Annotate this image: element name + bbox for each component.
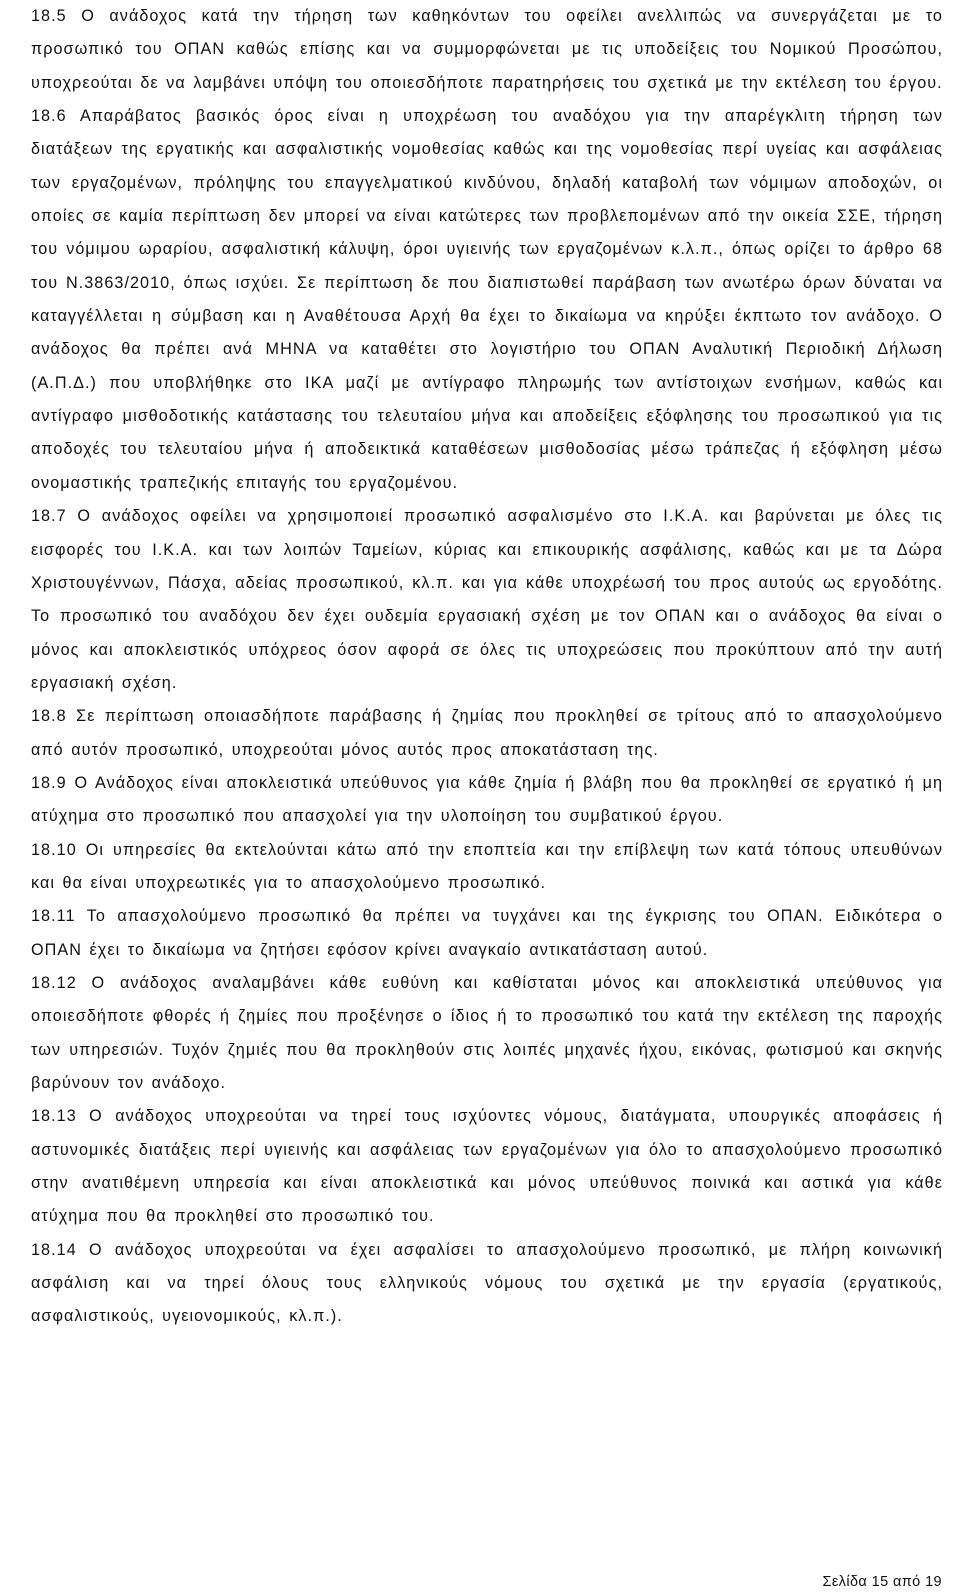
paragraph-18-6: 18.6 Απαράβατος βασικός όρος είναι η υποχρέωση του αναδόχου για την απαρέγκλιτη τήρηση των διατάξεων της εργατικής και ασφαλιστικής νομοθεσίας καθώς και της νομοθεσίας περί υγείας και ασφάλειας των εργαζομένων, πρόληψης του επαγγελματικού κινδύνου, δηλαδή καταβολή των νόμιμων αποδοχών, οι οποίες σε καμία περίπτωση δεν μπορεί να είναι κατώτερες των προβλεπομένων από την οικεία ΣΣΕ, τήρηση του νόμιμου ωραρίου, ασφαλιστική κάλυψη, όροι υγιεινής των εργαζομένων κ.λ.π., όπως ορίζει το άρθρο 68 του Ν.3863/2010, όπως ισχύει. Σε περίπτωση δε που διαπιστωθεί παράβαση των ανωτέρω όρων δύναται να καταγγέλλεται η σύμβαση και η Αναθέτουσα Αρχή θα έχει το δικαίωμα να κηρύξει έκπτωτο τον ανάδοχο. Ο ανάδοχος θα πρέπει ανά ΜΗΝΑ να καταθέτει στο λογιστήριο του ΟΠΑΝ Αναλυτική Περιοδική Δήλωση (Α.Π.Δ.) που υποβλήθηκε στο ΙΚΑ μαζί με αντίγραφο πληρωμής των αντίστοιχων ενσήμων, καθώς και αντίγραφο μισθοδοτικής κατάστασης του τελευταίου μήνα και αποδείξεις εξόφλησης του προσωπικού για τις αποδοχές του τελευταίου μήνα ή αποδεικτικά καταθέσεων μισθοδοσίας μέσω τράπεζας ή εξόφληση μέσω ονομαστικής τραπεζικής επιταγής του εργαζομένου. [31, 107, 943, 492]
document-body [31, 0, 943, 1334]
page-number: Σελίδα 15 από 19 [822, 1574, 942, 1590]
paragraph-18-9: 18.9 Ο Ανάδοχος είναι αποκλειστικά υπεύθυνος για κάθε ζημία ή βλάβη που θα προκληθεί σε εργατικό ή μη ατύχημα στο προσωπικό που απασχολεί για την υλοποίηση του συμβατικού έργου. [31, 773, 943, 826]
paragraph-18-11: 18.11 Το απασχολούμενο προσωπικό θα πρέπει να τυγχάνει και της έγκρισης του ΟΠΑΝ. Ειδικότερα ο ΟΠΑΝ έχει το δικαίωμα να ζητήσει εφόσον κρίνει αναγκαίο αντικατάσταση αυτού. [31, 907, 943, 959]
paragraph-18-10: 18.10 Οι υπηρεσίες θα εκτελούνται κάτω από την εποπτεία και την επίβλεψη των κατά τόπους υπευθύνων και θα είναι υποχρεωτικές για το απασχολούμενο προσωπικό. [31, 840, 943, 892]
paragraph-18-14: 18.14 Ο ανάδοχος υποχρεούται να έχει ασφαλίσει το απασχολούμενο προσωπικό, με πλήρη κοινωνική ασφάλιση και να τηρεί όλους τους ελληνικούς νόμους του σχετικά με την εργασία (εργατικούς, ασφαλιστικούς, υγειονομικούς, κλ.π.). [31, 1240, 943, 1326]
paragraph-18-5: 18.5 Ο ανάδοχος κατά την τήρηση των καθηκόντων του οφείλει ανελλιπώς να συνεργάζεται με το προσωπικό του ΟΠΑΝ καθώς επίσης και να συμμορφώνεται με τις υποδείξεις του Νομικού Προσώπου, υποχρεούται δε να λαμβάνει υπόψη του οποιεσδήποτε παρατηρήσεις του σχετικά με την εκτέλεση του έργου. [31, 7, 943, 92]
paragraph-18-7: 18.7 Ο ανάδοχος οφείλει να χρησιμοποιεί προσωπικό ασφαλισμένο στο Ι.Κ.Α. και βαρύνεται με όλες τις εισφορές του Ι.Κ.Α. και των λοιπών Ταμείων, κύριας και επικουρικής ασφάλισης, καθώς και με τα Δώρα Χριστουγέννων, Πάσχα, αδείας προσωπικού, κλ.π. και για κάθε υποχρέωσή του προς αυτούς ως εργοδότης. Το προσωπικό του αναδόχου δεν έχει ουδεμία εργασιακή σχέση με τον ΟΠΑΝ και ο ανάδοχος θα είναι ο μόνος και αποκλειστικός υπόχρεος όσον αφορά σε όλες τις υποχρεώσεις που προκύπτουν από την αυτή εργασιακή σχέση. [31, 507, 943, 692]
paragraph-18-8: 18.8 Σε περίπτωση οποιασδήποτε παράβασης ή ζημίας που προκληθεί σε τρίτους από το απασχολούμενο από αυτόν προσωπικό, υποχρεούται μόνος αυτός προς αποκατάσταση της. [31, 707, 943, 759]
paragraph-18-13: 18.13 Ο ανάδοχος υποχρεούται να τηρεί τους ισχύοντες νόμους, διατάγματα, υπουργικές αποφάσεις ή αστυνομικές διατάξεις περί υγιεινής και ασφάλειας των εργαζομένων για όλο το απασχολούμενο προσωπικό στην ανατιθέμενη υπηρεσία και είναι αποκλειστικά και μόνος υπεύθυνος ποινικά και αστικά για κάθε ατύχημα που θα προκληθεί στο προσωπικό του. [31, 1107, 943, 1226]
paragraph-18-12: 18.12 Ο ανάδοχος αναλαμβάνει κάθε ευθύνη και καθίσταται μόνος και αποκλειστικά υπεύθυνος για οποιεσδήποτε φθορές ή ζημίες που προξένησε ο ίδιος ή το προσωπικό του κατά την εκτέλεση της παροχής των υπηρεσιών. Τυχόν ζημιές που θα προκληθούν στις λοιπές μηχανές ήχου, εικόνας, φωτισμού και σκηνής βαρύνουν τον ανάδοχο. [31, 973, 943, 1092]
